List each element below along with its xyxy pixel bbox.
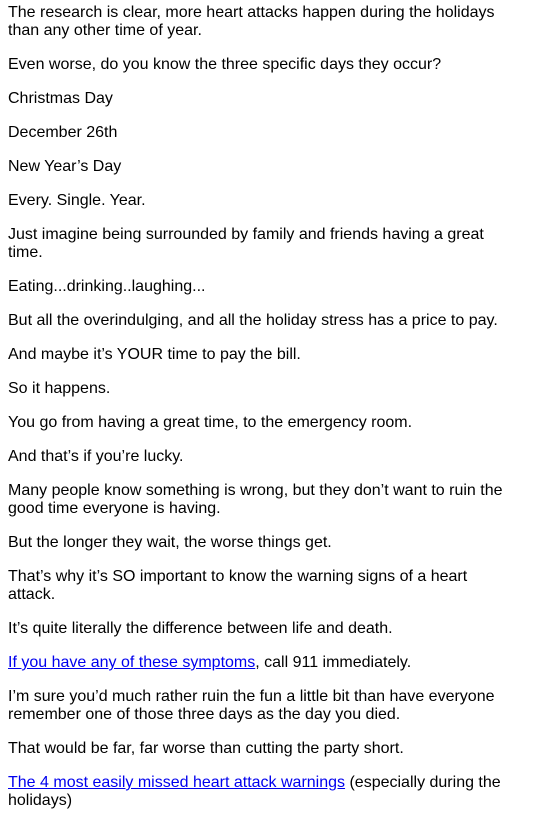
paragraph-pay-bill: And maybe it’s YOUR time to pay the bill.	[8, 346, 301, 363]
paragraph-every-single-year: Every. Single. Year.	[8, 192, 146, 209]
paragraph-life-and-death: It’s quite literally the difference between life and death.	[8, 620, 393, 637]
paragraph-ruin-the-fun: I’m sure you’d much rather ruin the fun a little bit than have everyone remember one of those three days as the day you died.	[8, 688, 495, 723]
symptoms-link-suffix: , call 911 immediately.	[255, 654, 412, 671]
paragraph-new-years-day: New Year’s Day	[8, 158, 122, 175]
paragraph-warning-signs: That’s why it’s SO important to know the warning signs of a heart attack.	[8, 568, 468, 603]
symptoms-link[interactable]: If you have any of these symptoms	[8, 654, 256, 671]
paragraph-emergency-room: You go from having a great time, to the emergency room.	[8, 414, 413, 431]
heart-attack-warnings-link[interactable]: The 4 most easily missed heart attack warnings	[8, 774, 346, 791]
paragraph-warnings	[8, 774, 514, 810]
paragraph-december-26: December 26th	[8, 124, 118, 141]
paragraph-imagine: Just imagine being surrounded by family and friends having a great time.	[8, 226, 484, 261]
paragraph-longer-wait: But the longer they wait, the worse things get.	[8, 534, 332, 551]
warnings-link-suffix: (especially during the holidays)	[8, 774, 501, 809]
paragraph-something-wrong: Many people know something is wrong, but they don’t want to ruin the good time everyone is having.	[8, 482, 503, 517]
paragraph-so-it-happens: So it happens.	[8, 380, 111, 397]
paragraph-intro: The research is clear, more heart attacks happen during the holidays than any other time of year.	[8, 4, 495, 39]
paragraph-overindulging: But all the overindulging, and all the holiday stress has a price to pay.	[8, 312, 498, 329]
paragraph-eating: Eating...drinking..laughing...	[8, 278, 206, 295]
paragraph-christmas-day: Christmas Day	[8, 90, 113, 107]
paragraph-lucky: And that’s if you’re lucky.	[8, 448, 184, 465]
paragraph-far-worse: That would be far, far worse than cutting the party short.	[8, 740, 404, 757]
paragraph-symptoms	[8, 654, 514, 672]
paragraph-question: Even worse, do you know the three specific days they occur?	[8, 56, 442, 73]
